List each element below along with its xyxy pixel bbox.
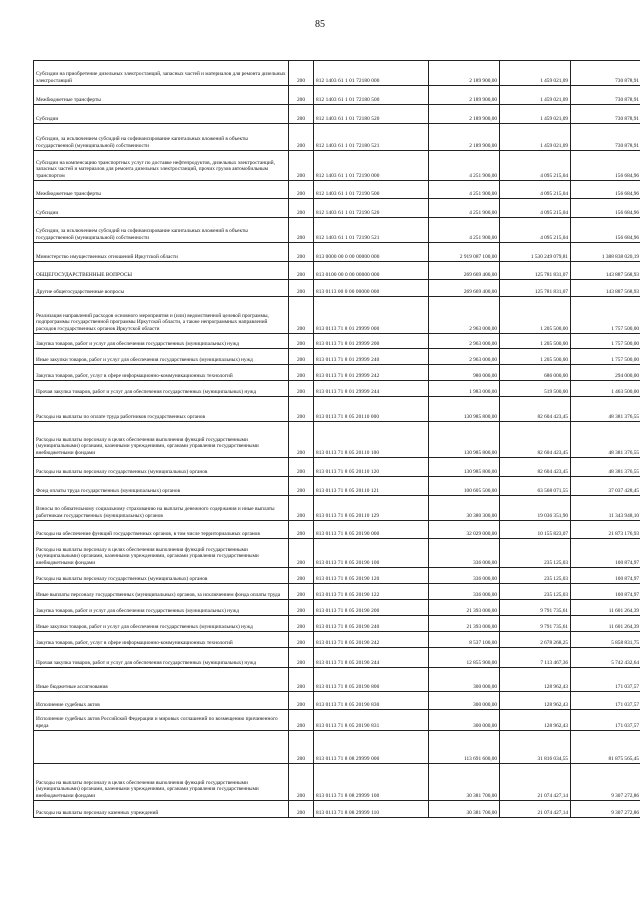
row-classification-code: 812 1403 61 1 01 72180 500 (314, 86, 429, 105)
row-amount-remaining: 156 684,96 (571, 181, 640, 199)
row-classification-code: 813 0113 00 0 00 00000 000 (314, 280, 429, 297)
table-row (34, 584, 640, 600)
row-name: Реализация направлений расходов основного мероприятия и (или) ведомственной целевой программы, подпрограммы государственной программы Иркутской области, а также непрограммных направлений расходов государственных органов Иркутской области (34, 297, 289, 334)
row-name: Прочая закупка товаров, работ и услуг для обеспечения государственных (муниципальных) нужд (34, 381, 289, 397)
row-amount-executed: 235 125,03 (500, 568, 571, 584)
row-classification-code: 813 0113 71 8 01 29999 244 (314, 381, 429, 397)
row-amount-executed: 1 459 021,09 (500, 105, 571, 124)
row-amount-remaining: 294 000,00 (571, 365, 640, 381)
row-classification-code: 813 0113 71 8 05 20190 100 (314, 539, 429, 568)
table-row (34, 181, 640, 199)
row-amount-approved: 113 691 600,00 (429, 731, 500, 764)
row-amount-executed: 19 036 351,90 (500, 496, 571, 521)
row-amount-executed: 2 678 268,25 (500, 632, 571, 648)
row-name: Расходы на выплаты персоналу в целях обеспечения выполнения функций государственными (муниципальными) органами, казенными учреждениями, органами управления государственными внебюджетными фондами (34, 764, 289, 801)
row-amount-remaining: 5 858 831,75 (571, 632, 640, 648)
row-amount-remaining: 143 887 568,93 (571, 262, 640, 280)
row-amount-approved: 12 855 900,00 (429, 648, 500, 668)
row-name: Иные закупки товаров, работ и услуг для обеспечения государственных (муниципальных) нужд (34, 616, 289, 632)
row-line-code: 200 (289, 632, 314, 648)
row-line-code: 200 (289, 648, 314, 668)
table-row (34, 422, 640, 458)
row-amount-approved: 336 000,00 (429, 568, 500, 584)
row-amount-remaining: 11 343 948,10 (571, 496, 640, 521)
row-name: Иные закупки товаров, работ и услуг для обеспечения государственных (муниципальных) нужд (34, 349, 289, 365)
row-amount-approved: 300 000,00 (429, 710, 500, 731)
row-amount-executed: 4 095 215,04 (500, 218, 571, 243)
row-amount-approved: 30 381 700,00 (429, 801, 500, 818)
row-amount-executed: 1 205 500,00 (500, 334, 571, 349)
row-amount-approved: 2 963 000,00 (429, 297, 500, 334)
table-row (34, 801, 640, 818)
table-row (34, 381, 640, 397)
row-name (34, 731, 289, 764)
row-amount-approved: 30 380 300,00 (429, 496, 500, 521)
row-classification-code: 813 0113 71 8 05 20190 830 (314, 692, 429, 710)
row-amount-executed: 82 604 423,45 (500, 458, 571, 477)
row-amount-executed: 4 095 215,04 (500, 199, 571, 218)
row-amount-executed: 235 125,03 (500, 584, 571, 600)
table-row (34, 568, 640, 584)
row-line-code: 200 (289, 568, 314, 584)
row-amount-remaining: 730 878,91 (571, 86, 640, 105)
row-classification-code: 813 0113 71 8 01 29999 200 (314, 334, 429, 349)
row-amount-remaining: 1 757 500,00 (571, 349, 640, 365)
table-row (34, 61, 640, 86)
row-name: Межбюджетные трансферты (34, 181, 289, 199)
row-amount-executed: 1 459 021,09 (500, 61, 571, 86)
row-classification-code: 812 1403 61 1 01 72180 000 (314, 61, 429, 86)
row-classification-code: 813 0100 00 0 00 00000 000 (314, 262, 429, 280)
table-row (34, 243, 640, 262)
row-amount-approved: 4 251 900,00 (429, 199, 500, 218)
row-line-code: 200 (289, 616, 314, 632)
row-amount-executed: 686 000,00 (500, 365, 571, 381)
row-amount-executed: 1 459 021,09 (500, 124, 571, 151)
row-classification-code: 813 0113 71 8 05 20190 244 (314, 648, 429, 668)
row-amount-remaining: 730 878,91 (571, 61, 640, 86)
table-row (34, 86, 640, 105)
table-row (34, 458, 640, 477)
row-line-code: 200 (289, 381, 314, 397)
row-amount-executed: 235 125,03 (500, 539, 571, 568)
row-amount-remaining: 21 873 176,93 (571, 521, 640, 539)
row-amount-approved: 336 000,00 (429, 539, 500, 568)
row-amount-remaining: 48 381 376,55 (571, 397, 640, 422)
row-amount-approved: 130 985 800,00 (429, 422, 500, 458)
table-row (34, 124, 640, 151)
row-classification-code: 813 0113 71 8 01 29999 242 (314, 365, 429, 381)
budget-table (33, 60, 640, 818)
row-amount-remaining: 48 381 376,55 (571, 458, 640, 477)
table-row (34, 496, 640, 521)
row-amount-remaining: 100 874,97 (571, 568, 640, 584)
row-classification-code: 812 1403 61 1 01 72190 000 (314, 151, 429, 181)
row-name: Исполнение судебных актов (34, 692, 289, 710)
row-classification-code: 813 0113 71 8 08 29999 110 (314, 801, 429, 818)
row-name: Субсидии, за исключением субсидий на софинансирование капитальных вложений в объекты государственной (муниципальной) собственности (34, 124, 289, 151)
row-amount-remaining: 81 875 565,45 (571, 731, 640, 764)
row-amount-approved: 2 189 900,00 (429, 124, 500, 151)
table-row (34, 710, 640, 731)
row-line-code: 200 (289, 458, 314, 477)
row-name: Расходы на выплаты персоналу государственных (муниципальных) органов (34, 568, 289, 584)
row-amount-executed: 1 530 249 079,81 (500, 243, 571, 262)
row-name: Расходы на выплаты персоналу казенных учреждений (34, 801, 289, 818)
row-amount-approved: 21 393 000,00 (429, 616, 500, 632)
row-line-code: 200 (289, 218, 314, 243)
row-name: Закупка товаров, работ, услуг в сфере информационно-коммуникационных технологий (34, 365, 289, 381)
row-amount-remaining: 171 037,57 (571, 668, 640, 692)
table-row (34, 105, 640, 124)
table-row (34, 199, 640, 218)
table-row (34, 521, 640, 539)
table-row (34, 297, 640, 334)
row-line-code: 200 (289, 199, 314, 218)
row-amount-executed: 9 791 735,61 (500, 616, 571, 632)
table-row (34, 731, 640, 764)
page-number: 85 (315, 19, 325, 30)
row-amount-executed: 10 155 823,07 (500, 521, 571, 539)
row-amount-approved: 300 000,00 (429, 692, 500, 710)
row-line-code: 200 (289, 61, 314, 86)
row-classification-code: 813 0000 00 0 00 00000 000 (314, 243, 429, 262)
row-amount-approved: 4 251 900,00 (429, 218, 500, 243)
row-amount-remaining: 5 742 432,64 (571, 648, 640, 668)
row-name: Субсидии, за исключением субсидий на софинансирование капитальных вложений в объекты государственной (муниципальной) собственности (34, 218, 289, 243)
table-row (34, 280, 640, 297)
row-amount-remaining: 730 878,91 (571, 105, 640, 124)
row-classification-code: 813 0113 71 8 08 29999 100 (314, 764, 429, 801)
row-classification-code: 812 1403 61 1 01 72180 521 (314, 124, 429, 151)
row-amount-approved: 2 189 900,00 (429, 86, 500, 105)
row-classification-code: 812 1403 61 1 01 72180 520 (314, 105, 429, 124)
row-classification-code: 813 0113 71 8 05 20190 240 (314, 616, 429, 632)
row-classification-code: 813 0113 71 8 08 29999 000 (314, 731, 429, 764)
row-classification-code: 813 0113 71 8 05 20190 242 (314, 632, 429, 648)
row-line-code: 200 (289, 151, 314, 181)
row-classification-code: 812 1403 61 1 01 72190 500 (314, 181, 429, 199)
row-classification-code: 813 0113 71 8 01 29999 000 (314, 297, 429, 334)
row-amount-remaining: 156 684,96 (571, 151, 640, 181)
row-amount-executed: 4 095 215,04 (500, 151, 571, 181)
row-line-code: 200 (289, 668, 314, 692)
row-amount-executed: 128 962,43 (500, 710, 571, 731)
row-amount-approved: 30 381 700,00 (429, 764, 500, 801)
row-name: Другие общегосударственные вопросы (34, 280, 289, 297)
row-name: ОБЩЕГОСУДАРСТВЕННЫЕ ВОПРОСЫ (34, 262, 289, 280)
row-classification-code: 813 0113 71 8 05 20110 100 (314, 422, 429, 458)
row-amount-approved: 4 251 900,00 (429, 181, 500, 199)
row-amount-approved: 4 251 900,00 (429, 151, 500, 181)
row-amount-approved: 21 393 000,00 (429, 600, 500, 616)
table-row (34, 632, 640, 648)
row-line-code: 200 (289, 262, 314, 280)
row-amount-approved: 130 985 800,00 (429, 458, 500, 477)
row-classification-code: 813 0113 71 8 05 20110 129 (314, 496, 429, 521)
row-line-code: 200 (289, 365, 314, 381)
row-amount-executed: 125 781 831,07 (500, 262, 571, 280)
table-row (34, 151, 640, 181)
row-amount-approved: 269 669 400,00 (429, 262, 500, 280)
row-line-code: 200 (289, 521, 314, 539)
row-line-code: 200 (289, 280, 314, 297)
row-amount-approved: 8 537 100,00 (429, 632, 500, 648)
row-name: Иные бюджетные ассигнования (34, 668, 289, 692)
row-name: Расходы на обеспечение функций государственных органов, в том числе территориальных органов (34, 521, 289, 539)
row-amount-executed: 63 568 071,55 (500, 477, 571, 496)
row-line-code: 200 (289, 124, 314, 151)
row-amount-remaining: 100 874,97 (571, 584, 640, 600)
row-name: Расходы на выплаты персоналу в целях обеспечения выполнения функций государственными (муниципальными) органами, казенными учреждениями, органами управления государственными внебюджетными фондами (34, 539, 289, 568)
row-classification-code: 813 0113 71 8 05 20190 200 (314, 600, 429, 616)
row-amount-remaining: 730 878,91 (571, 124, 640, 151)
row-amount-remaining: 100 874,97 (571, 539, 640, 568)
table-row (34, 616, 640, 632)
row-amount-executed: 7 113 467,36 (500, 648, 571, 668)
row-line-code: 200 (289, 801, 314, 818)
row-amount-executed: 31 816 034,55 (500, 731, 571, 764)
row-line-code: 200 (289, 477, 314, 496)
row-amount-approved: 100 605 500,00 (429, 477, 500, 496)
row-name: Прочая закупка товаров, работ и услуг для обеспечения государственных (муниципальных) нужд (34, 648, 289, 668)
row-line-code: 200 (289, 243, 314, 262)
row-classification-code: 813 0113 71 8 05 20110 121 (314, 477, 429, 496)
row-amount-approved: 2 963 000,00 (429, 349, 500, 365)
row-amount-remaining: 171 037,57 (571, 710, 640, 731)
row-amount-executed: 82 604 423,45 (500, 422, 571, 458)
row-amount-remaining: 171 037,57 (571, 692, 640, 710)
row-amount-approved: 269 669 400,00 (429, 280, 500, 297)
row-line-code: 200 (289, 731, 314, 764)
table-row (34, 262, 640, 280)
row-amount-executed: 128 962,43 (500, 668, 571, 692)
row-amount-executed: 82 604 423,45 (500, 397, 571, 422)
row-amount-remaining: 37 037 428,45 (571, 477, 640, 496)
row-amount-executed: 21 074 427,14 (500, 764, 571, 801)
row-amount-remaining: 143 887 568,93 (571, 280, 640, 297)
row-classification-code: 812 1403 61 1 01 72190 521 (314, 218, 429, 243)
row-amount-remaining: 1 757 500,00 (571, 297, 640, 334)
table-row (34, 692, 640, 710)
row-amount-approved: 336 000,00 (429, 584, 500, 600)
row-amount-executed: 519 500,00 (500, 381, 571, 397)
row-amount-remaining: 1 463 500,00 (571, 381, 640, 397)
table-row (34, 349, 640, 365)
row-amount-approved: 980 000,00 (429, 365, 500, 381)
table-row (34, 539, 640, 568)
row-name: Расходы на выплаты персоналу государственных (муниципальных) органов (34, 458, 289, 477)
row-amount-approved: 2 189 900,00 (429, 105, 500, 124)
row-amount-approved: 2 189 900,00 (429, 61, 500, 86)
row-line-code: 200 (289, 422, 314, 458)
row-classification-code: 813 0113 71 8 05 20190 120 (314, 568, 429, 584)
table-row (34, 648, 640, 668)
row-amount-remaining: 156 684,96 (571, 218, 640, 243)
table-row (34, 668, 640, 692)
row-classification-code: 813 0113 71 8 01 29999 240 (314, 349, 429, 365)
row-line-code: 200 (289, 86, 314, 105)
table-row (34, 334, 640, 349)
row-name: Взносы по обязательному социальному страхованию на выплаты денежного содержания и иные выплаты работникам государственных (муниципальных) органов (34, 496, 289, 521)
row-amount-remaining: 1 757 500,00 (571, 334, 640, 349)
row-name: Иные выплаты персоналу государственных (муниципальных) органов, за исключением фонда оплаты труда (34, 584, 289, 600)
row-name: Фонд оплаты труда государственных (муниципальных) органов (34, 477, 289, 496)
row-name: Закупка товаров, работ, услуг в сфере информационно-коммуникационных технологий (34, 632, 289, 648)
row-name: Субсидии на компенсацию транспортных услуг по доставке нефтепродуктов, дизельных электростанций, запасных частей и материалов для ремонта дизельных электростанций, прочих грузов автомобильным транспортом (34, 151, 289, 181)
row-line-code: 200 (289, 764, 314, 801)
row-line-code: 200 (289, 584, 314, 600)
row-classification-code: 813 0113 71 8 05 20190 122 (314, 584, 429, 600)
row-classification-code: 813 0113 71 8 05 20190 831 (314, 710, 429, 731)
row-line-code: 200 (289, 181, 314, 199)
row-classification-code: 813 0113 71 8 05 20110 000 (314, 397, 429, 422)
row-amount-approved: 130 985 800,00 (429, 397, 500, 422)
row-line-code: 200 (289, 297, 314, 334)
row-amount-executed: 9 791 735,61 (500, 600, 571, 616)
table-row (34, 600, 640, 616)
row-name: Исполнение судебных актов Российской Федерации и мировых соглашений по возмещению причиненного вреда (34, 710, 289, 731)
table-row (34, 477, 640, 496)
row-classification-code: 813 0113 71 8 05 20190 000 (314, 521, 429, 539)
table-row (34, 365, 640, 381)
row-amount-approved: 300 000,00 (429, 668, 500, 692)
row-amount-remaining: 1 388 838 020,19 (571, 243, 640, 262)
row-line-code: 200 (289, 496, 314, 521)
row-amount-remaining: 9 307 272,86 (571, 764, 640, 801)
table-row (34, 397, 640, 422)
row-line-code: 200 (289, 539, 314, 568)
row-classification-code: 813 0113 71 8 05 20190 800 (314, 668, 429, 692)
row-line-code: 200 (289, 397, 314, 422)
table-row (34, 218, 640, 243)
row-amount-remaining: 11 601 264,39 (571, 600, 640, 616)
row-line-code: 200 (289, 105, 314, 124)
row-name: Закупка товаров, работ и услуг для обеспечения государственных (муниципальных) нужд (34, 600, 289, 616)
row-amount-executed: 128 962,43 (500, 692, 571, 710)
row-name: Расходы на выплаты по оплате труда работников государственных органов (34, 397, 289, 422)
table-row (34, 764, 640, 801)
row-amount-approved: 2 919 087 100,00 (429, 243, 500, 262)
row-amount-executed: 21 074 427,14 (500, 801, 571, 818)
row-line-code: 200 (289, 600, 314, 616)
row-amount-approved: 1 983 000,00 (429, 381, 500, 397)
row-line-code: 200 (289, 692, 314, 710)
row-amount-remaining: 11 601 264,39 (571, 616, 640, 632)
row-classification-code: 812 1403 61 1 01 72190 520 (314, 199, 429, 218)
row-amount-remaining: 156 684,96 (571, 199, 640, 218)
row-amount-approved: 2 963 000,00 (429, 334, 500, 349)
row-name: Субсидии (34, 105, 289, 124)
row-amount-executed: 1 205 500,00 (500, 297, 571, 334)
row-name: Межбюджетные трансферты (34, 86, 289, 105)
row-amount-remaining: 9 307 272,86 (571, 801, 640, 818)
row-amount-executed: 125 781 831,07 (500, 280, 571, 297)
row-amount-executed: 1 459 021,09 (500, 86, 571, 105)
row-name: Расходы на выплаты персоналу в целях обеспечения выполнения функций государственными (муниципальными) органами, казенными учреждениями, органами управления государственными внебюджетными фондами (34, 422, 289, 458)
row-line-code: 200 (289, 349, 314, 365)
row-classification-code: 813 0113 71 8 05 20110 120 (314, 458, 429, 477)
row-line-code: 200 (289, 334, 314, 349)
row-name: Субсидии на приобретение дизельных электростанций, запасных частей и материалов для ремонта дизельных электростанций (34, 61, 289, 86)
row-name: Закупка товаров, работ и услуг для обеспечения государственных (муниципальных) нужд (34, 334, 289, 349)
row-name: Министерство имущественных отношений Иркутской области (34, 243, 289, 262)
row-line-code: 200 (289, 710, 314, 731)
row-name: Субсидии (34, 199, 289, 218)
row-amount-executed: 4 095 215,04 (500, 181, 571, 199)
row-amount-remaining: 48 381 376,55 (571, 422, 640, 458)
row-amount-executed: 1 205 500,00 (500, 349, 571, 365)
row-amount-approved: 32 029 000,00 (429, 521, 500, 539)
